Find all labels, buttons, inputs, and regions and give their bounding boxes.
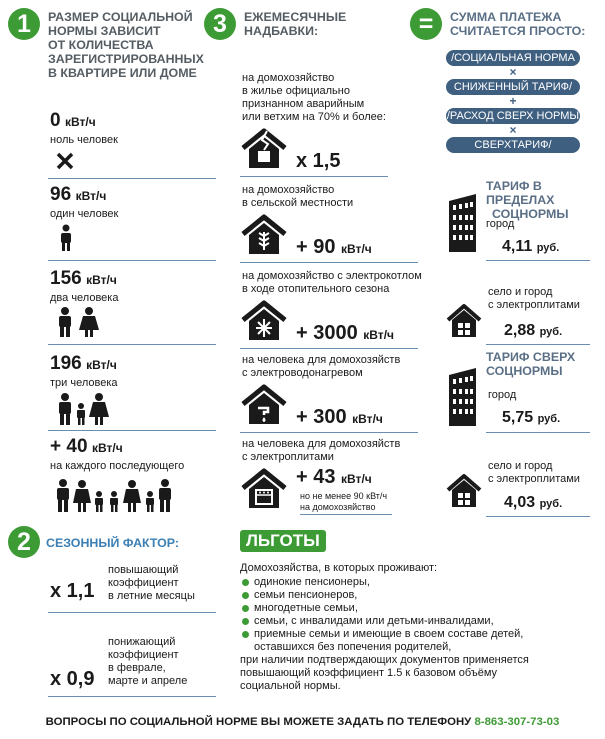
section-2-title: СЕЗОННЫЙ ФАКТОР:	[46, 536, 180, 550]
city-building-icon	[448, 367, 478, 427]
list-item: приемные семьи и имеющие в своем составе детей, оставшихся без попечения родителей,	[240, 628, 523, 654]
norm-three: 196 кВт/ч три человека	[50, 353, 118, 389]
norm-zero: 0 кВт/ч ноль человек	[50, 110, 118, 146]
tariff-above-title: ТАРИФ СВЕРХ СОЦНОРМЫ	[486, 350, 576, 378]
supplement-rural-text: на домохозяйство в сельской местности	[242, 184, 354, 209]
equals-icon: =	[410, 8, 442, 40]
formula-pill: /СОЦИАЛЬНАЯ НОРМА	[446, 50, 580, 66]
tariff-within-village-label: село и город с электроплитами	[488, 286, 580, 311]
list-item: семьи, с инвалидами или детьми-инвалидами,	[240, 615, 523, 628]
divider	[240, 432, 418, 433]
section-1-number: 1	[8, 8, 40, 40]
bullet-icon	[242, 618, 249, 625]
tariff-above-village-label: село и город с электроплитами	[488, 460, 580, 485]
bullet-icon	[242, 605, 249, 612]
supplement-water-heater-value: + 300 кВт/ч	[296, 406, 383, 428]
list-item: семьи пенсионеров,	[240, 589, 523, 602]
tariff-within-title: ТАРИФ В ПРЕДЕЛАХ СОЦНОРМЫ	[486, 179, 569, 221]
season-summer-value: х 1,1	[50, 580, 95, 602]
norm-additional: + 40 кВт/ч на каждого последующего	[50, 436, 185, 472]
norm-two: 156 кВт/ч два человека	[50, 268, 119, 304]
multiply-sign: ×	[509, 65, 517, 79]
divider	[300, 514, 392, 515]
supplement-stove-note: но не менее 90 кВт/ч на домохозяйство	[300, 491, 388, 512]
tariff-within-village-price: 2,88 руб.	[504, 322, 563, 339]
couple-icon	[56, 306, 102, 338]
tariff-above-city-price: 5,75 руб.	[502, 409, 561, 426]
supplement-boiler-value: + 3000 кВт/ч	[296, 322, 394, 344]
water-heater-house-icon	[240, 384, 288, 426]
divider	[240, 348, 418, 349]
divider	[486, 432, 590, 433]
season-spring-text: понижающий коэффициент в феврале, марте и апреле	[108, 636, 188, 687]
section-3-number: 3	[204, 8, 236, 40]
divider	[48, 696, 216, 697]
section-1-title: РАЗМЕР СОЦИАЛЬНОЙ НОРМЫ ЗАВИСИТ ОТ КОЛИЧЕСТВА ЗАРЕГИСТРИРОВАННЫХ В КВАРТИРЕ ИЛИ ДОМЕ	[48, 10, 204, 80]
broken-house-icon	[240, 128, 288, 170]
formula-title: СУММА ПЛАТЕЖА СЧИТАЕТСЯ ПРОСТО:	[450, 10, 586, 38]
divider	[486, 516, 590, 517]
supplement-emergency-text: на домохозяйство в жилье официально признанном аварийным или ветхим на 70% и более:	[242, 72, 386, 123]
rural-house-icon	[240, 214, 288, 256]
divider	[48, 430, 216, 431]
formula	[446, 50, 580, 153]
phone-link[interactable]: 8-863-307-73-03	[474, 716, 560, 728]
tariff-above-city-label: город	[488, 389, 517, 401]
benefits-note: при наличии подтверждающих документов применяется повышающий коэффициент 1.5 к базовом объёму социальной нормы.	[240, 654, 529, 692]
tariff-within-city-price: 4,11 руб.	[502, 238, 560, 255]
supplement-stove-text: на человека для домохозяйств с электроплитами	[242, 438, 401, 463]
divider	[48, 178, 216, 179]
village-house-icon	[446, 304, 482, 338]
bullet-icon	[242, 592, 249, 599]
divider	[240, 176, 388, 177]
section-3-title: ЕЖЕМЕСЯЧНЫЕ НАДБАВКИ:	[244, 10, 347, 38]
city-building-icon	[448, 193, 478, 253]
tariff-within-city-label: город	[486, 218, 515, 230]
season-summer-text: повышающий коэффициент в летние месяцы	[108, 564, 195, 602]
supplement-water-heater-text: на человека для домохозяйств с электроводонагревом	[242, 354, 401, 379]
divider	[48, 612, 216, 613]
benefits-intro: Домохозяйства, в которых проживают:	[240, 562, 438, 574]
supplement-boiler-text: на домохозяйство с электрокотлом в ходе отопительного сезона	[242, 270, 422, 295]
divider	[240, 262, 418, 263]
snowflake-house-icon	[240, 300, 288, 342]
bullet-icon	[242, 579, 249, 586]
supplement-stove-value: + 43 кВт/ч	[296, 466, 372, 488]
season-spring-value: х 0,9	[50, 668, 95, 690]
footer-contact: ВОПРОСЫ ПО СОЦИАЛЬНОЙ НОРМЕ ВЫ МОЖЕТЕ ЗАДАТЬ ПО ТЕЛЕФОНУ 8-863-307-73-03	[45, 716, 560, 728]
norm-one: 96 кВт/ч один человек	[50, 184, 119, 220]
divider	[486, 260, 590, 261]
tariff-above-village-price: 4,03 руб.	[504, 494, 563, 511]
village-house-icon	[446, 474, 482, 508]
formula-pill: /РАСХОД СВЕРХ НОРМЫ	[446, 110, 580, 122]
divider	[48, 260, 216, 261]
supplement-rural-value: + 90 кВт/ч	[296, 236, 372, 258]
person-icon	[58, 224, 74, 252]
formula-pill: СНИЖЕННЫЙ ТАРИФ/	[446, 79, 580, 95]
supplement-emergency-value: х 1,5	[296, 150, 341, 172]
cross-icon	[56, 152, 74, 170]
list-item: многодетные семьи,	[240, 602, 523, 615]
divider	[486, 344, 590, 345]
benefits-list	[240, 576, 523, 654]
bullet-icon	[242, 631, 249, 638]
list-item: одинокие пенсионеры,	[240, 576, 523, 589]
benefits-title: ЛЬГОТЫ	[240, 530, 326, 552]
stove-house-icon	[240, 468, 288, 510]
formula-pill: СВЕРХТАРИФ/	[446, 137, 580, 153]
multiply-sign: ×	[509, 123, 517, 137]
divider	[48, 344, 216, 345]
large-family-icon	[54, 478, 174, 514]
section-2-number: 2	[8, 526, 40, 558]
family-three-icon	[56, 392, 112, 426]
plus-sign: +	[509, 94, 517, 108]
